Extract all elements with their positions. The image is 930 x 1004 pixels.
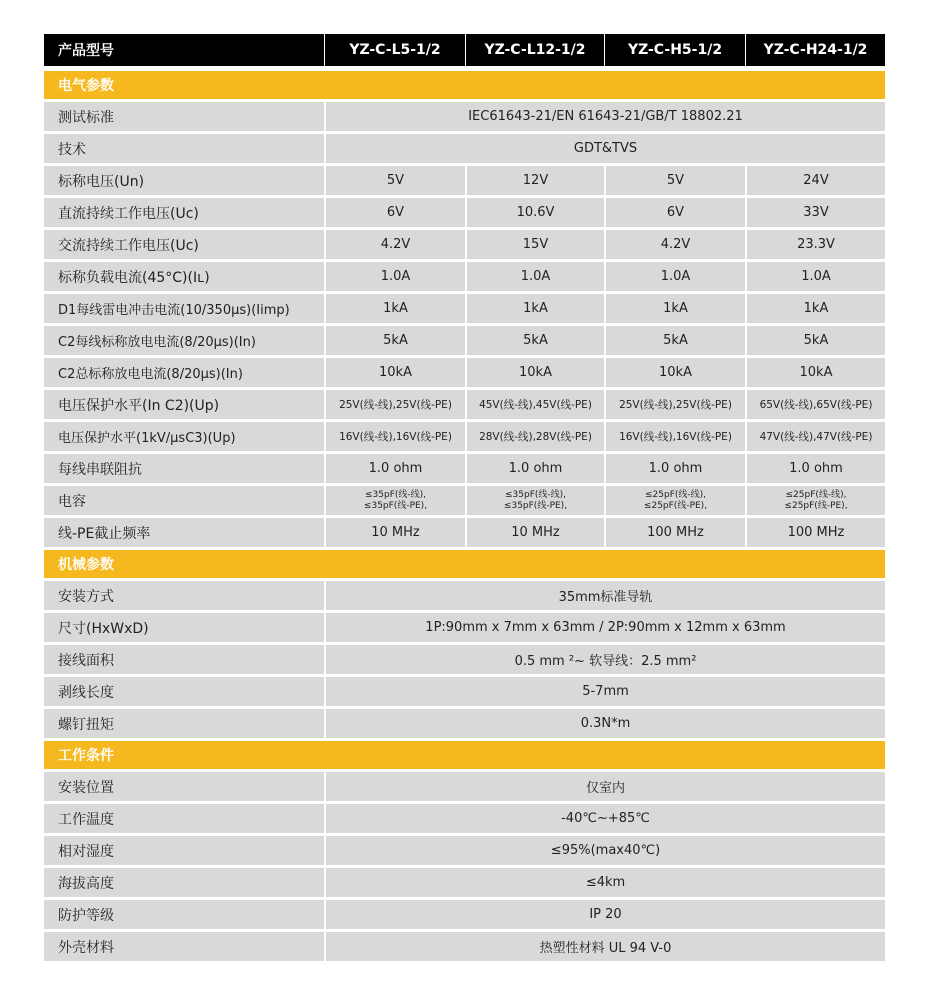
table-row [44, 102, 885, 131]
row-value: 35mm标准导轨 [324, 581, 885, 610]
table-row [44, 326, 885, 355]
cell: 33V [745, 198, 885, 227]
cell-line: ≤25pF(线-线), [644, 489, 706, 500]
table-row [44, 198, 885, 227]
row-value: ≤4km [324, 868, 885, 897]
row-value: IEC61643-21/EN 61643-21/GB/T 18802.21 [324, 102, 885, 131]
row-label: 安装方式 [44, 581, 324, 610]
table-row [44, 358, 885, 387]
row-label: 外壳材料 [44, 932, 324, 961]
section-operating [44, 741, 885, 769]
cell: 10kA [324, 358, 465, 387]
section-electrical [44, 71, 885, 99]
cell: 16V(线-线),16V(线-PE) [604, 422, 745, 451]
cell [324, 486, 465, 515]
cell: 6V [324, 198, 465, 227]
cell: 1kA [604, 294, 745, 323]
section-title: 电气参数 [58, 78, 114, 94]
cell: 23.3V [745, 230, 885, 259]
cell: 16V(线-线),16V(线-PE) [324, 422, 465, 451]
cell: 100 MHz [604, 518, 745, 547]
cell: 12V [465, 166, 604, 195]
row-label: 螺钉扭矩 [44, 709, 324, 738]
table-row [44, 230, 885, 259]
table-body [44, 71, 885, 964]
row-label: 技术 [44, 134, 324, 163]
table-row [44, 709, 885, 738]
table-header [44, 34, 885, 66]
cell: 1.0 ohm [324, 454, 465, 483]
row-label: 工作温度 [44, 804, 324, 833]
table-row [44, 262, 885, 291]
row-value: 0.3N*m [324, 709, 885, 738]
cell-line: ≤25pF(线-PE), [784, 500, 848, 511]
table-row [44, 390, 885, 419]
cell: 1.0 ohm [465, 454, 604, 483]
cell: 4.2V [324, 230, 465, 259]
table-row [44, 454, 885, 483]
row-value: 0.5 mm ²~ 软导线：2.5 mm² [324, 645, 885, 674]
row-label: 剥线长度 [44, 677, 324, 706]
cell-line: ≤25pF(线-线), [785, 489, 847, 500]
cell: 1.0 ohm [745, 454, 885, 483]
row-label: 安装位置 [44, 772, 324, 801]
cell: 28V(线-线),28V(线-PE) [465, 422, 604, 451]
row-label: C2总标称放电电流(8/20μs)(In) [44, 358, 324, 387]
model-column-1: YZ-C-L5-1/2 [324, 34, 465, 66]
row-label: 每线串联阻抗 [44, 454, 324, 483]
table-row [44, 932, 885, 961]
header-label: 产品型号 [58, 43, 114, 59]
table-row [44, 134, 885, 163]
cell-line: ≤35pF(线-线), [504, 489, 566, 500]
cell [745, 486, 885, 515]
cell-line: ≤35pF(线-PE), [363, 500, 428, 511]
row-label: 尺寸(HxWxD) [44, 613, 324, 642]
table-row [44, 486, 885, 515]
cell: 1.0A [604, 262, 745, 291]
row-label: 交流持续工作电压(Uc) [44, 230, 324, 259]
cell: 10 MHz [324, 518, 465, 547]
model-column-3: YZ-C-H5-1/2 [604, 34, 745, 66]
row-label: 接线面积 [44, 645, 324, 674]
cell: 25V(线-线),25V(线-PE) [324, 390, 465, 419]
row-label: 直流持续工作电压(Uc) [44, 198, 324, 227]
cell: 5kA [324, 326, 465, 355]
cell: 1.0A [465, 262, 604, 291]
table-row [44, 804, 885, 833]
table-row [44, 422, 885, 451]
cell: 1kA [465, 294, 604, 323]
cell: 10.6V [465, 198, 604, 227]
row-label: 防护等级 [44, 900, 324, 929]
cell: 5kA [465, 326, 604, 355]
cell: 25V(线-线),25V(线-PE) [604, 390, 745, 419]
cell: 100 MHz [745, 518, 885, 547]
row-label: 电压保护水平(In C2)(Up) [44, 390, 324, 419]
cell: 5V [324, 166, 465, 195]
row-label: 标称负载电流(45°C)(Iʟ) [44, 262, 324, 291]
model-column-2: YZ-C-L12-1/2 [465, 34, 604, 66]
cell: 45V(线-线),45V(线-PE) [465, 390, 604, 419]
cell: 6V [604, 198, 745, 227]
row-value: -40℃~+85℃ [324, 804, 885, 833]
section-title: 工作条件 [58, 748, 114, 764]
model-column-4: YZ-C-H24-1/2 [745, 34, 885, 66]
cell: 10kA [604, 358, 745, 387]
cell-line: ≤25pF(线-PE), [643, 500, 708, 511]
cell: 10 MHz [465, 518, 604, 547]
row-label: 电容 [44, 486, 324, 515]
table-row [44, 581, 885, 610]
cell: 65V(线-线),65V(线-PE) [745, 390, 885, 419]
cell-line: ≤35pF(线-PE), [503, 500, 568, 511]
cell: 24V [745, 166, 885, 195]
cell [604, 486, 745, 515]
table-row [44, 900, 885, 929]
row-value: 1P:90mm x 7mm x 63mm / 2P:90mm x 12mm x 63mm [324, 613, 885, 642]
cell: 15V [465, 230, 604, 259]
cell: 1kA [745, 294, 885, 323]
cell: 10kA [465, 358, 604, 387]
cell: 1.0A [324, 262, 465, 291]
table-row [44, 836, 885, 865]
cell: 1.0A [745, 262, 885, 291]
cell: 5kA [745, 326, 885, 355]
table-row [44, 166, 885, 195]
row-value: ≤95%(max40℃) [324, 836, 885, 865]
row-label: 标称电压(Un) [44, 166, 324, 195]
cell: 1.0 ohm [604, 454, 745, 483]
table-row [44, 294, 885, 323]
section-title: 机械参数 [58, 557, 114, 573]
row-label: 测试标准 [44, 102, 324, 131]
cell [465, 486, 604, 515]
table-row [44, 645, 885, 674]
cell: 5V [604, 166, 745, 195]
row-value: IP 20 [324, 900, 885, 929]
row-label: 电压保护水平(1kV/μsC3)(Up) [44, 422, 324, 451]
row-label: 海拔高度 [44, 868, 324, 897]
row-label: 线-PE截止频率 [44, 518, 324, 547]
row-label: 相对湿度 [44, 836, 324, 865]
cell: 1kA [324, 294, 465, 323]
cell: 4.2V [604, 230, 745, 259]
row-value: 5-7mm [324, 677, 885, 706]
row-value: 仅室内 [324, 772, 885, 801]
table-row [44, 677, 885, 706]
section-mechanical [44, 550, 885, 578]
row-value: GDT&TVS [324, 134, 885, 163]
table-row [44, 518, 885, 547]
table-row [44, 613, 885, 642]
row-label: C2每线标称放电电流(8/20μs)(In) [44, 326, 324, 355]
cell: 10kA [745, 358, 885, 387]
row-value: 热塑性材料 UL 94 V-0 [324, 932, 885, 961]
cell: 5kA [604, 326, 745, 355]
cell: 47V(线-线),47V(线-PE) [745, 422, 885, 451]
cell-line: ≤35pF(线-线), [364, 489, 426, 500]
row-label: D1每线雷电冲击电流(10/350μs)(Iimp) [44, 294, 324, 323]
table-row [44, 772, 885, 801]
table-row [44, 868, 885, 897]
